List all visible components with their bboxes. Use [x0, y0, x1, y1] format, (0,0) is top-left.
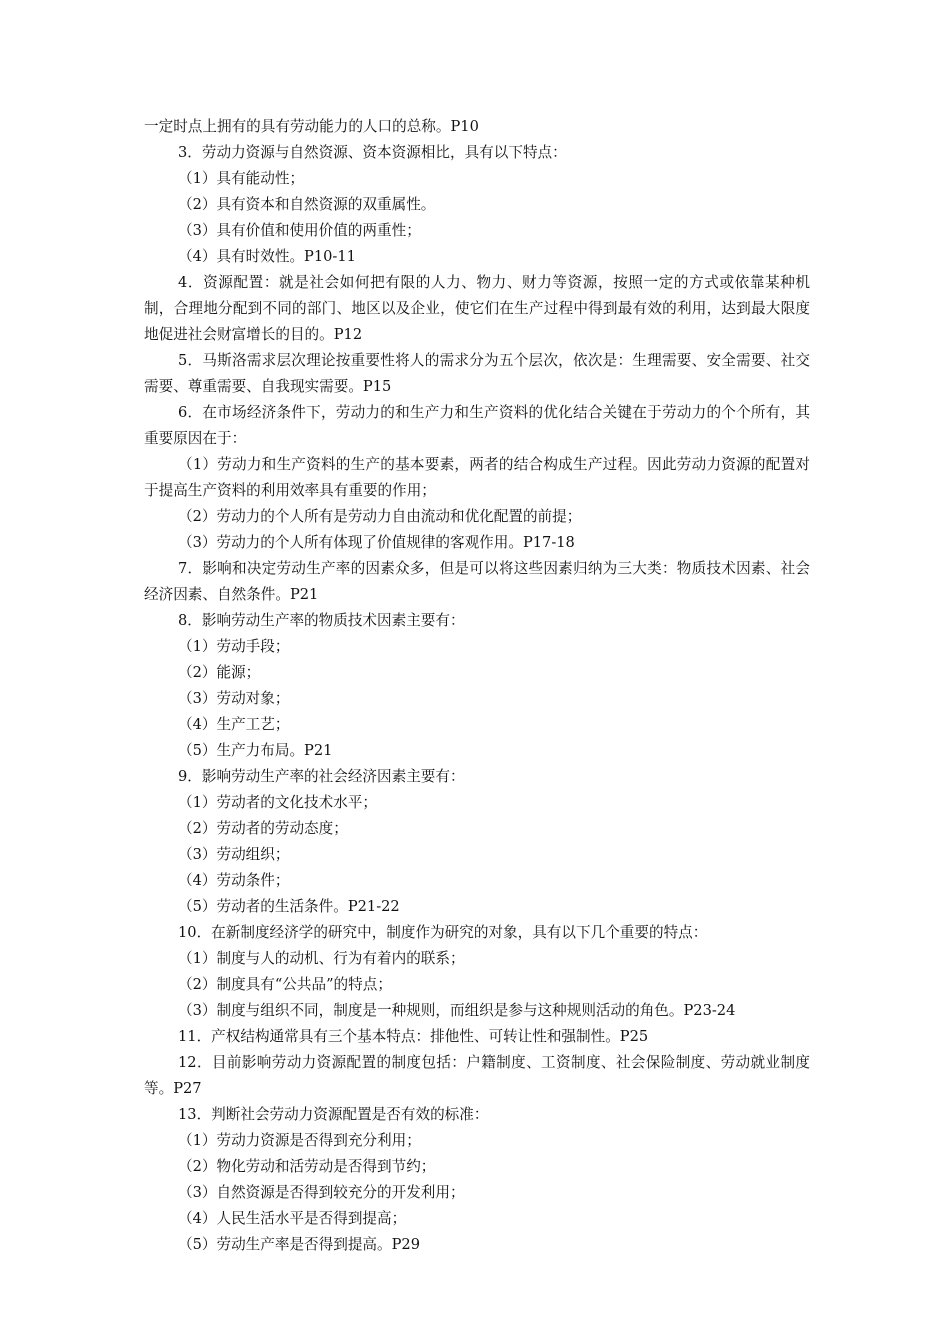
list-item: （3）劳动力的个人所有体现了价值规律的客观作用。P17-18	[178, 534, 575, 551]
list-item: （2）能源；	[178, 664, 261, 681]
list-item: （2）具有资本和自然资源的双重属性。	[178, 196, 436, 213]
list-item: （5）劳动生产率是否得到提高。P29	[178, 1236, 420, 1253]
paragraph: （1）劳动力和生产资料的生产的基本要素，两者的结合构成生产过程。因此劳动力资源的配置对于提高生产资料的利用效率具有重要的作用；	[144, 456, 810, 499]
list-item: （1）劳动力资源是否得到充分利用；	[178, 1132, 421, 1149]
list-item: （3）劳动对象；	[178, 690, 290, 707]
list-item: （1）劳动手段；	[178, 638, 290, 655]
document-page	[144, 114, 810, 1258]
list-item: （2）劳动者的劳动态度；	[178, 820, 348, 837]
list-item: （5）生产力布局。P21	[178, 742, 333, 759]
paragraph: 12．目前影响劳动力资源配置的制度包括：户籍制度、工资制度、社会保险制度、劳动就业制度等。P27	[144, 1054, 810, 1097]
list-item: （1）劳动者的文化技术水平；	[178, 794, 378, 811]
list-item: （4）生产工艺；	[178, 716, 290, 733]
list-item: （3）制度与组织不同，制度是一种规则，而组织是参与这种规则活动的角色。P23-24	[178, 1002, 736, 1019]
numbered-heading: 9．影响劳动生产率的社会经济因素主要有：	[178, 768, 465, 785]
list-item: （4）具有时效性。P10-11	[178, 248, 356, 265]
list-item: （3）具有价值和使用价值的两重性；	[178, 222, 421, 239]
paragraph: 7．影响和决定劳动生产率的因素众多，但是可以将这些因素归纳为三大类：物质技术因素、社会经济因素、自然条件。P21	[144, 560, 810, 603]
list-item: （5）劳动者的生活条件。P21-22	[178, 898, 400, 915]
list-item: （3）劳动组织；	[178, 846, 290, 863]
numbered-heading: 10．在新制度经济学的研究中，制度作为研究的对象，具有以下几个重要的特点：	[178, 924, 708, 941]
paragraph: 6．在市场经济条件下，劳动力的和生产力和生产资料的优化结合关键在于劳动力的个个所有，其重要原因在于：	[144, 404, 810, 447]
list-item: （2）劳动力的个人所有是劳动力自由流动和优化配置的前提；	[178, 508, 582, 525]
list-item: （1）具有能动性；	[178, 170, 305, 187]
paragraph: 4．资源配置：就是社会如何把有限的人力、物力、财力等资源，按照一定的方式或依靠某种机制，合理地分配到不同的部门、地区以及企业，使它们在生产过程中得到最有效的利用，达到最大限度地促进社会财富增长的目的。P12	[144, 274, 810, 343]
numbered-heading: 13．判断社会劳动力资源配置是否有效的标准：	[178, 1106, 489, 1123]
text-line: 一定时点上拥有的具有劳动能力的人口的总称。P10	[144, 118, 479, 135]
list-item: （2）物化劳动和活劳动是否得到节约；	[178, 1158, 436, 1175]
numbered-heading: 11．产权结构通常具有三个基本特点：排他性、可转让性和强制性。P25	[178, 1028, 649, 1045]
list-item: （3）自然资源是否得到较充分的开发利用；	[178, 1184, 465, 1201]
numbered-heading: 8．影响劳动生产率的物质技术因素主要有：	[178, 612, 465, 629]
list-item: （1）制度与人的动机、行为有着内的联系；	[178, 950, 465, 967]
list-item: （2）制度具有“公共品”的特点；	[178, 976, 392, 993]
list-item: （4）劳动条件；	[178, 872, 290, 889]
list-item: （4）人民生活水平是否得到提高；	[178, 1210, 407, 1227]
numbered-heading: 3．劳动力资源与自然资源、资本资源相比，具有以下特点：	[178, 144, 567, 161]
paragraph: 5．马斯洛需求层次理论按重要性将人的需求分为五个层次，依次是：生理需要、安全需要、社交需要、尊重需要、自我现实需要。P15	[144, 352, 810, 395]
